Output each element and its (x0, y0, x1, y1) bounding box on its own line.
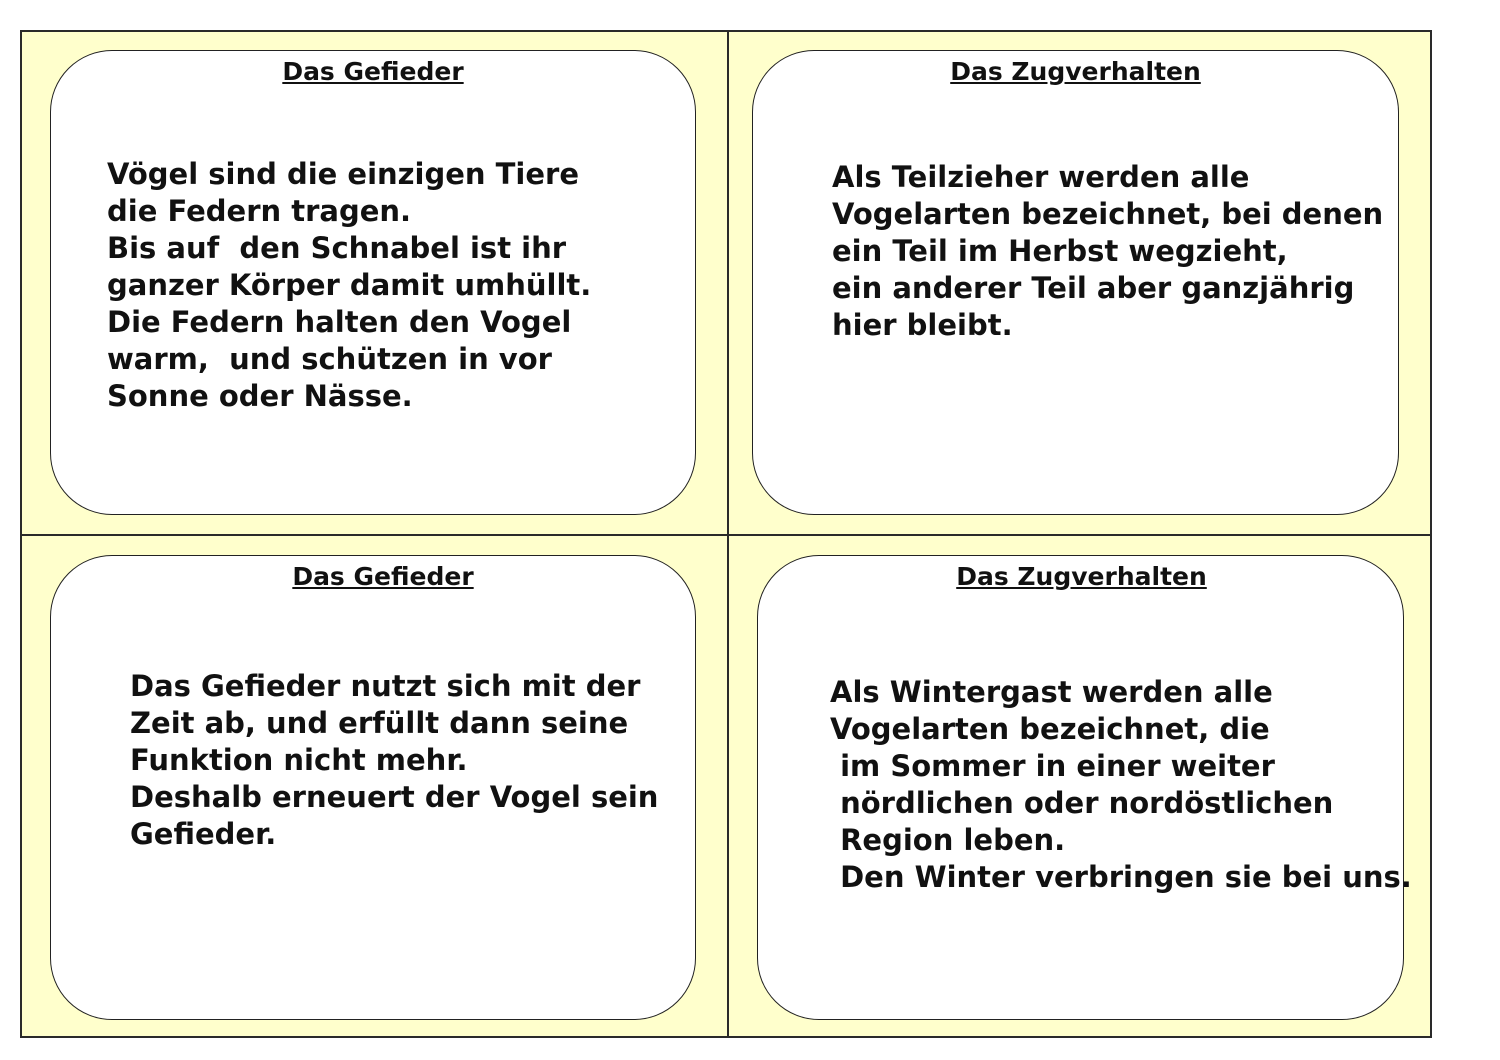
card-text-line: die Federn tragen. (107, 194, 412, 228)
card-text-line: im Sommer in einer weiter (830, 749, 1275, 783)
card-text-line: Als Teilzieher werden alle (832, 160, 1250, 194)
card-text (832, 159, 1383, 344)
card-zugverhalten-bottom (757, 555, 1412, 1020)
card-text (130, 668, 658, 853)
card-text-line: warm, und schützen in vor (107, 342, 552, 376)
card-text-line: Sonne oder Nässe. (107, 379, 413, 413)
card-text-line: Vogelarten bezeichnet, bei denen (832, 197, 1384, 231)
card-text (830, 674, 1412, 896)
card-title: Das Zugverhalten (956, 562, 1207, 591)
card-text-line: Vogelarten bezeichnet, die (830, 712, 1270, 746)
card-text-line: Als Wintergast werden alle (830, 675, 1273, 709)
card-text-line: Funktion nicht mehr. (130, 743, 468, 777)
card-text-line: ein Teil im Herbst wegzieht, (832, 234, 1288, 268)
card-title: Das Gefieder (282, 57, 464, 86)
card-title: Das Gefieder (292, 562, 474, 591)
card-text-line: Den Winter verbringen sie bei uns. (830, 860, 1412, 894)
card-text-line: ein anderer Teil aber ganzjährig (832, 271, 1355, 305)
card-text-line: Gefieder. (130, 817, 277, 851)
card-gefieder-top (50, 50, 696, 515)
card-gefieder-bottom (50, 555, 696, 1020)
card-zugverhalten-top (752, 50, 1399, 515)
card-text-line: Vögel sind die einzigen Tiere (107, 157, 580, 191)
horizontal-cut-line (22, 534, 1430, 536)
card-text-line: Bis auf den Schnabel ist ihr (107, 231, 567, 265)
card-text-line: Region leben. (830, 823, 1066, 857)
card-text-line: Deshalb erneuert der Vogel sein (130, 780, 659, 814)
card-text-line: nördlichen oder nordöstlichen (830, 786, 1334, 820)
card-text-line: Die Federn halten den Vogel (107, 305, 572, 339)
card-text-line: Zeit ab, und erfüllt dann seine (130, 706, 629, 740)
card-text-line: hier bleibt. (832, 308, 1013, 342)
card-text (107, 156, 591, 415)
card-title: Das Zugverhalten (950, 57, 1201, 86)
card-text-line: ganzer Körper damit umhüllt. (107, 268, 592, 302)
card-text-line: Das Gefieder nutzt sich mit der (130, 669, 641, 703)
